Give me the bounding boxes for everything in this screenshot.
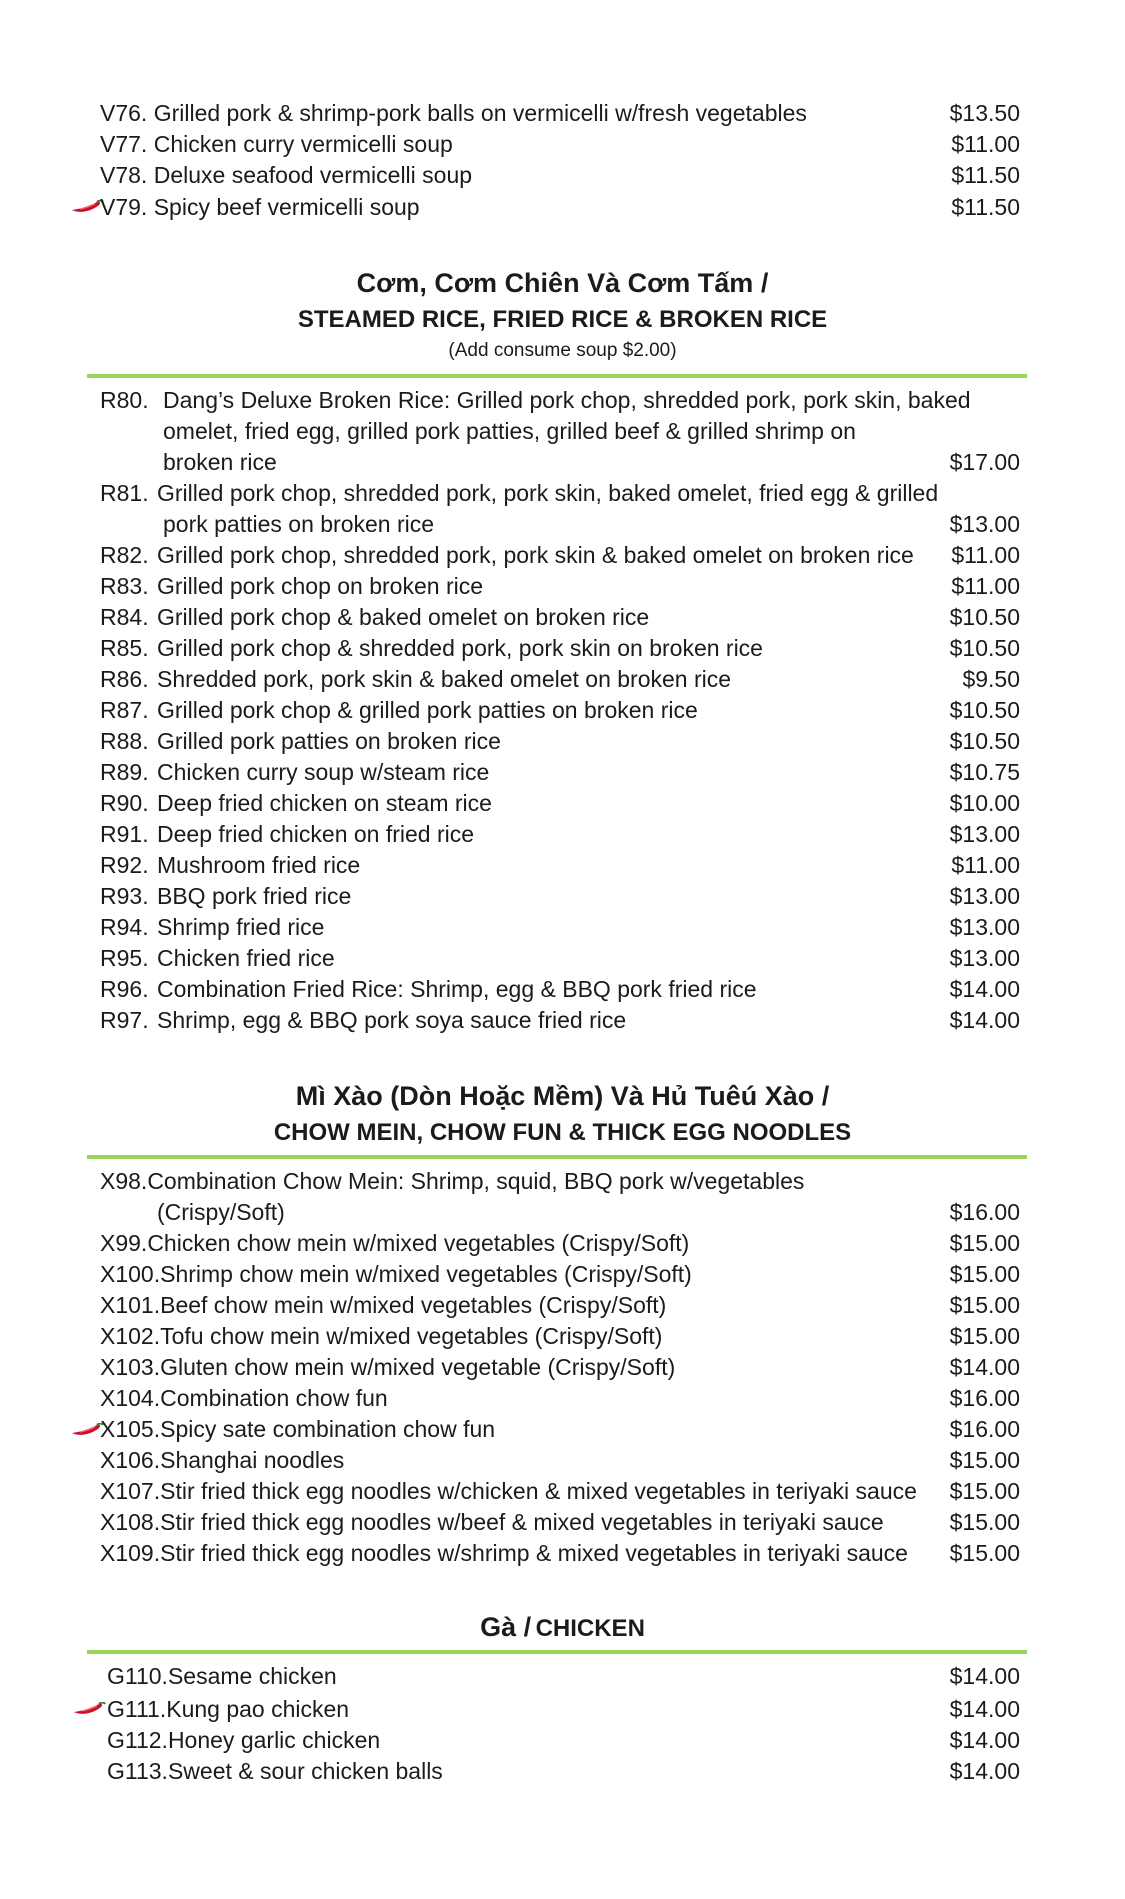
item-code: R80. (100, 387, 149, 413)
item-price: $11.00 (951, 542, 1020, 568)
item-price: $15.00 (949, 1292, 1020, 1318)
item-name: X104.Combination chow fun (100, 1385, 388, 1411)
item-name-cont: broken rice (163, 449, 277, 475)
item-price: $15.00 (949, 1478, 1020, 1504)
item-price: $14.00 (949, 976, 1020, 1002)
section-divider (87, 374, 1027, 378)
menu-item-g112 (107, 1725, 1020, 1756)
section-divider (87, 1155, 1027, 1159)
item-price: $16.00 (949, 1385, 1020, 1411)
item-price: $15.00 (949, 1447, 1020, 1473)
menu-item-r97 (100, 1005, 1020, 1036)
menu-item-r84 (100, 602, 1020, 633)
menu-item-r81 (100, 478, 1020, 509)
menu-item-r82 (100, 540, 1020, 571)
item-name: X98.Combination Chow Mein: Shrimp, squid, BBQ pork w/vegetables (100, 1168, 805, 1194)
item-price: $13.00 (949, 511, 1020, 537)
item-name: Grilled pork chop & baked omelet on broken rice (157, 604, 650, 630)
item-code: R82. (100, 542, 149, 568)
item-name: Deep fried chicken on steam rice (157, 790, 492, 816)
section-title-chicken (0, 1612, 1125, 1643)
item-price: $15.00 (949, 1540, 1020, 1566)
item-code: R90. (100, 790, 149, 816)
chili-pepper-icon (72, 1702, 106, 1716)
section-divider (87, 1650, 1027, 1654)
menu-item-r81-cont (100, 509, 1020, 540)
item-name: Grilled pork chop & shredded pork, pork skin on broken rice (157, 635, 763, 661)
item-price: $16.00 (949, 1416, 1020, 1442)
menu-item-r80-cont (100, 416, 1020, 447)
item-name: G113.Sweet & sour chicken balls (107, 1758, 443, 1784)
item-name: Shredded pork, pork skin & baked omelet on broken rice (157, 666, 732, 692)
item-price: $11.00 (951, 573, 1020, 599)
menu-item-v77 (100, 129, 1020, 160)
menu-item-g113 (107, 1756, 1020, 1787)
item-name: V79. Spicy beef vermicelli soup (100, 194, 420, 220)
item-name: X108.Stir fried thick egg noodles w/beef & mixed vegetables in teriyaki sauce (100, 1509, 884, 1535)
menu-item-x108 (100, 1507, 1020, 1538)
menu-item-x104 (100, 1383, 1020, 1414)
section-title-chicken-en: CHICKEN (535, 1615, 645, 1642)
item-code: R94. (100, 914, 149, 940)
menu-item-r91 (100, 819, 1020, 850)
menu-item-g111 (107, 1694, 1020, 1725)
item-price: $14.00 (949, 1007, 1020, 1033)
menu-item-v76 (100, 98, 1020, 129)
item-price: $10.50 (949, 604, 1020, 630)
item-name: X101.Beef chow mein w/mixed vegetables (Crispy/Soft) (100, 1292, 667, 1318)
item-name: Grilled pork chop & grilled pork patties on broken rice (157, 697, 698, 723)
menu-item-r83 (100, 571, 1020, 602)
item-price: $15.00 (949, 1230, 1020, 1256)
item-name: BBQ pork fried rice (157, 883, 352, 909)
item-price: $14.00 (949, 1727, 1020, 1753)
item-price: $15.00 (949, 1323, 1020, 1349)
item-price: $13.00 (949, 914, 1020, 940)
item-price: $17.00 (949, 449, 1020, 475)
menu-item-r95 (100, 943, 1020, 974)
item-name: X100.Shrimp chow mein w/mixed vegetables (Crispy/Soft) (100, 1261, 692, 1287)
item-code: R89. (100, 759, 149, 785)
item-name: Mushroom fried rice (157, 852, 361, 878)
item-price: $10.50 (949, 635, 1020, 661)
item-price: $11.50 (951, 194, 1020, 220)
item-code: R84. (100, 604, 149, 630)
item-name: Grilled pork patties on broken rice (157, 728, 501, 754)
item-code: R97. (100, 1007, 149, 1033)
item-name: Shrimp, egg & BBQ pork soya sauce fried rice (157, 1007, 627, 1033)
menu-item-x106 (100, 1445, 1020, 1476)
menu-item-x98 (100, 1166, 1020, 1197)
item-price: $10.50 (949, 697, 1020, 723)
menu-item-x107 (100, 1476, 1020, 1507)
chili-pepper-icon (70, 200, 104, 214)
item-name: Deep fried chicken on fried rice (157, 821, 475, 847)
item-name: Shrimp fried rice (157, 914, 325, 940)
menu-item-r88 (100, 726, 1020, 757)
item-name: X103.Gluten chow mein w/mixed vegetable (Crispy/Soft) (100, 1354, 676, 1380)
item-name: Dang’s Deluxe Broken Rice: Grilled pork chop, shredded pork, pork skin, baked (163, 387, 971, 413)
section-note-rice: (Add consume soup $2.00) (448, 340, 677, 361)
item-name: X109.Stir fried thick egg noodles w/shrimp & mixed vegetables in teriyaki sauce (100, 1540, 908, 1566)
section-title-noodles-en: CHOW MEIN, CHOW FUN & THICK EGG NOODLES (273, 1119, 852, 1146)
item-price: $11.50 (951, 162, 1020, 188)
item-code: R91. (100, 821, 149, 847)
item-name: X106.Shanghai noodles (100, 1447, 345, 1473)
menu-item-x99 (100, 1228, 1020, 1259)
item-price: $9.50 (962, 666, 1020, 692)
item-name-cont: pork patties on broken rice (163, 511, 435, 537)
item-code: R83. (100, 573, 149, 599)
item-price: $14.00 (949, 1663, 1020, 1689)
menu-item-x105 (100, 1414, 1020, 1445)
item-price: $15.00 (949, 1261, 1020, 1287)
section-title-rice-en: STEAMED RICE, FRIED RICE & BROKEN RICE (297, 306, 828, 333)
item-name: V76. Grilled pork & shrimp-pork balls on vermicelli w/fresh vegetables (100, 100, 807, 126)
item-price: $13.50 (949, 100, 1020, 126)
item-price: $16.00 (949, 1199, 1020, 1225)
item-price: $10.50 (949, 728, 1020, 754)
menu-item-r93 (100, 881, 1020, 912)
item-name: V77. Chicken curry vermicelli soup (100, 131, 453, 157)
menu-item-r87 (100, 695, 1020, 726)
menu-item-r85 (100, 633, 1020, 664)
item-code: R93. (100, 883, 149, 909)
chili-pepper-icon (70, 1423, 104, 1437)
item-code: R86. (100, 666, 149, 692)
menu-item-x100 (100, 1259, 1020, 1290)
menu-item-r94 (100, 912, 1020, 943)
item-name: Grilled pork chop, shredded pork, pork skin, baked omelet, fried egg & grilled (157, 480, 939, 506)
item-name: V78. Deluxe seafood vermicelli soup (100, 162, 473, 188)
item-name: X107.Stir fried thick egg noodles w/chicken & mixed vegetables in teriyaki sauce (100, 1478, 917, 1504)
menu-item-r92 (100, 850, 1020, 881)
menu-item-r90 (100, 788, 1020, 819)
item-price: $13.00 (949, 821, 1020, 847)
item-code: R95. (100, 945, 149, 971)
item-price: $10.75 (949, 759, 1020, 785)
menu-item-x98-cont (100, 1197, 1020, 1228)
section-title-rice-vn: Cơm, Cơm Chiên Và Cơm Tấm / (356, 268, 769, 298)
menu-item-v79 (100, 192, 1020, 223)
item-name: G110.Sesame chicken (107, 1663, 337, 1689)
menu-item-v78 (100, 160, 1020, 191)
item-code: R88. (100, 728, 149, 754)
item-name: X102.Tofu chow mein w/mixed vegetables (Crispy/Soft) (100, 1323, 663, 1349)
item-code: R87. (100, 697, 149, 723)
item-price: $13.00 (949, 883, 1020, 909)
item-code: R96. (100, 976, 149, 1002)
item-price: $14.00 (949, 1758, 1020, 1784)
item-price: $10.00 (949, 790, 1020, 816)
item-name-cont: omelet, fried egg, grilled pork patties, grilled beef & grilled shrimp on (163, 418, 856, 444)
item-price: $14.00 (949, 1354, 1020, 1380)
item-name: Grilled pork chop on broken rice (157, 573, 483, 599)
menu-item-r89 (100, 757, 1020, 788)
item-name: Combination Fried Rice: Shrimp, egg & BBQ pork fried rice (157, 976, 757, 1002)
item-name: Chicken curry soup w/steam rice (157, 759, 490, 785)
item-name: G112.Honey garlic chicken (107, 1727, 381, 1753)
menu-item-r80-cont (100, 447, 1020, 478)
item-code: R81. (100, 480, 149, 506)
item-name: Grilled pork chop, shredded pork, pork skin & baked omelet on broken rice (157, 542, 914, 568)
item-price: $13.00 (949, 945, 1020, 971)
item-code: R92. (100, 852, 149, 878)
menu-item-r80 (100, 385, 1020, 416)
menu-item-x101 (100, 1290, 1020, 1321)
item-code: R85. (100, 635, 149, 661)
section-title-chicken-vn: Gà / (480, 1612, 532, 1642)
item-price: $15.00 (949, 1509, 1020, 1535)
item-name: X99.Chicken chow mein w/mixed vegetables (Crispy/Soft) (100, 1230, 690, 1256)
item-name-cont: (Crispy/Soft) (157, 1199, 285, 1225)
item-price: $11.00 (951, 852, 1020, 878)
item-price: $11.00 (951, 131, 1020, 157)
item-name: G111.Kung pao chicken (107, 1696, 350, 1722)
menu-item-x103 (100, 1352, 1020, 1383)
menu-item-r96 (100, 974, 1020, 1005)
menu-item-r86 (100, 664, 1020, 695)
section-title-noodles-vn: Mì Xào (Dòn Hoặc Mềm) Và Hủ Tuêú Xào / (295, 1081, 830, 1111)
menu-item-x102 (100, 1321, 1020, 1352)
item-price: $14.00 (949, 1696, 1020, 1722)
item-name: Chicken fried rice (157, 945, 335, 971)
menu-item-x109 (100, 1538, 1020, 1569)
menu-item-g110 (107, 1661, 1020, 1692)
item-name: X105.Spicy sate combination chow fun (100, 1416, 496, 1442)
